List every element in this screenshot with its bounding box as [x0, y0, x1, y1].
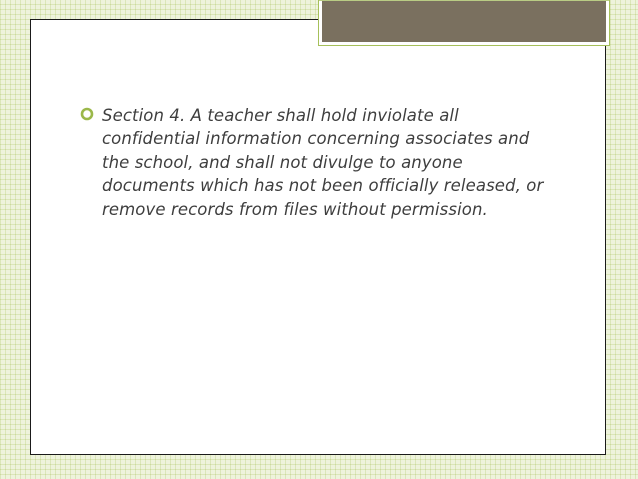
content-panel	[30, 19, 606, 455]
bullet-item	[80, 104, 550, 221]
title-box	[318, 0, 610, 46]
ring-bullet-icon	[80, 107, 94, 121]
bullet-text: Section 4. A teacher shall hold inviolate all confidential information concerning associates and the school, and shall not divulge to anyone documents which has not been officially released, or remove records from files without permission.	[102, 106, 544, 219]
